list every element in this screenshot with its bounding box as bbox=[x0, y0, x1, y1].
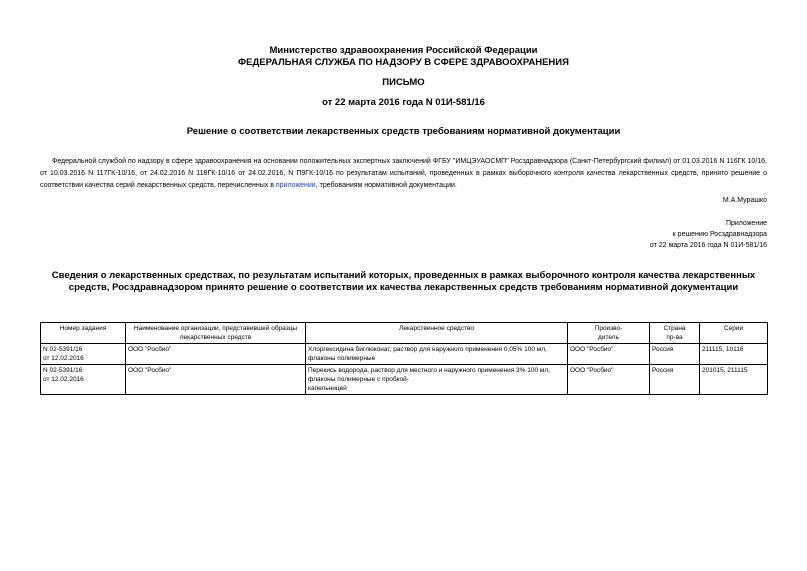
body-text-after-link: , требованиям нормативной документации. bbox=[315, 182, 457, 189]
document-date: от 22 марта 2016 года N 01И-581/16 bbox=[322, 97, 485, 108]
cell-manufacturer: ООО "Росбио" bbox=[568, 344, 650, 365]
cell-task-number: N 02-5391/16 от 12.02.2016 bbox=[41, 365, 126, 395]
appendix-link[interactable]: приложении bbox=[275, 182, 316, 189]
document-subject: Решение о соответствии лекарственных средств требованиям нормативной документации bbox=[186, 126, 621, 137]
cell-task-number: N 02-5391/16 от 12.02.2016 bbox=[41, 344, 126, 365]
table-header-row bbox=[41, 323, 768, 344]
cell-manufacturer: ООО "Росбио" bbox=[568, 365, 650, 395]
header-manufacturer: Произво- дитель bbox=[568, 323, 650, 344]
appendix-line-1: Приложение bbox=[725, 220, 767, 227]
body-text-before-link: Федеральной службой по надзору в сфере здравоохранения на основании положительных экспертных заключений ФГБУ "ИМЦЭУАОСМП" Росздравнадзора (Санкт-Петербургский филиал) от 01.03.2016 N 116ГК 10/16, от 10.03.2016 N 117ГК-10/16, от 24.02.2016 N 118ГК-10/16 от 24.02.2016, N П9ГК-10/16 по результатам испытаний, проведенных в рамках выборочного контроля качества лекарственных средств, принято решение о соответствии качества серий лекарственных средств, перечисленных в bbox=[40, 158, 767, 189]
medicines-table bbox=[40, 322, 768, 395]
document-type: ПИСЬМО bbox=[382, 77, 425, 88]
cell-medicine: Хлоргексидина биглюконат, раствор для наружного применения 0,05% 100 мл, флаконы полимерные bbox=[306, 344, 568, 365]
table-row bbox=[41, 365, 768, 395]
service-name: ФЕДЕРАЛЬНАЯ СЛУЖБА ПО НАДЗОРУ В СФЕРЕ ЗДРАВООХРАНЕНИЯ bbox=[238, 57, 569, 68]
ministry-name: Министерство здравоохранения Российской Федерации bbox=[269, 45, 538, 56]
cell-country: Россия bbox=[650, 365, 700, 395]
cell-organization: ООО "Росбио" bbox=[126, 365, 306, 395]
header-country: Страна пр-ва bbox=[650, 323, 700, 344]
header-series: Серии bbox=[700, 323, 768, 344]
appendix-line-3: от 22 марта 2016 года N 01И-581/16 bbox=[649, 242, 767, 249]
body-paragraph bbox=[40, 156, 767, 192]
header-organization: Наименование организации, представившей образцы лекарственных средств bbox=[126, 323, 306, 344]
cell-series: 201015, 211115 bbox=[700, 365, 768, 395]
cell-series: 211115, 10116 bbox=[700, 344, 768, 365]
cell-organization: ООО "Росбио" bbox=[126, 344, 306, 365]
cell-medicine: Перекись водорода, раствор для местного и наружного применения 3% 100 мл, флаконы полимерные с пробкой- капельницей bbox=[306, 365, 568, 395]
header-medicine: Лекарственное средство bbox=[306, 323, 568, 344]
appendix-block bbox=[650, 218, 767, 251]
appendix-line-2: к решению Росздравнадзора bbox=[672, 231, 767, 238]
cell-country: Россия bbox=[650, 344, 700, 365]
signature: М.А.Мурашко bbox=[722, 197, 767, 204]
table-row bbox=[41, 344, 768, 365]
header-task-number: Номер задания bbox=[41, 323, 126, 344]
table-title: Сведения о лекарственных средствах, по результатам испытаний которых, проведенных в рамках выборочного контроля качества лекарственных средств, Росздравнадзором принято решение о соответствии их качества лекарственных средств требованиям нормативной документации bbox=[51, 270, 756, 293]
